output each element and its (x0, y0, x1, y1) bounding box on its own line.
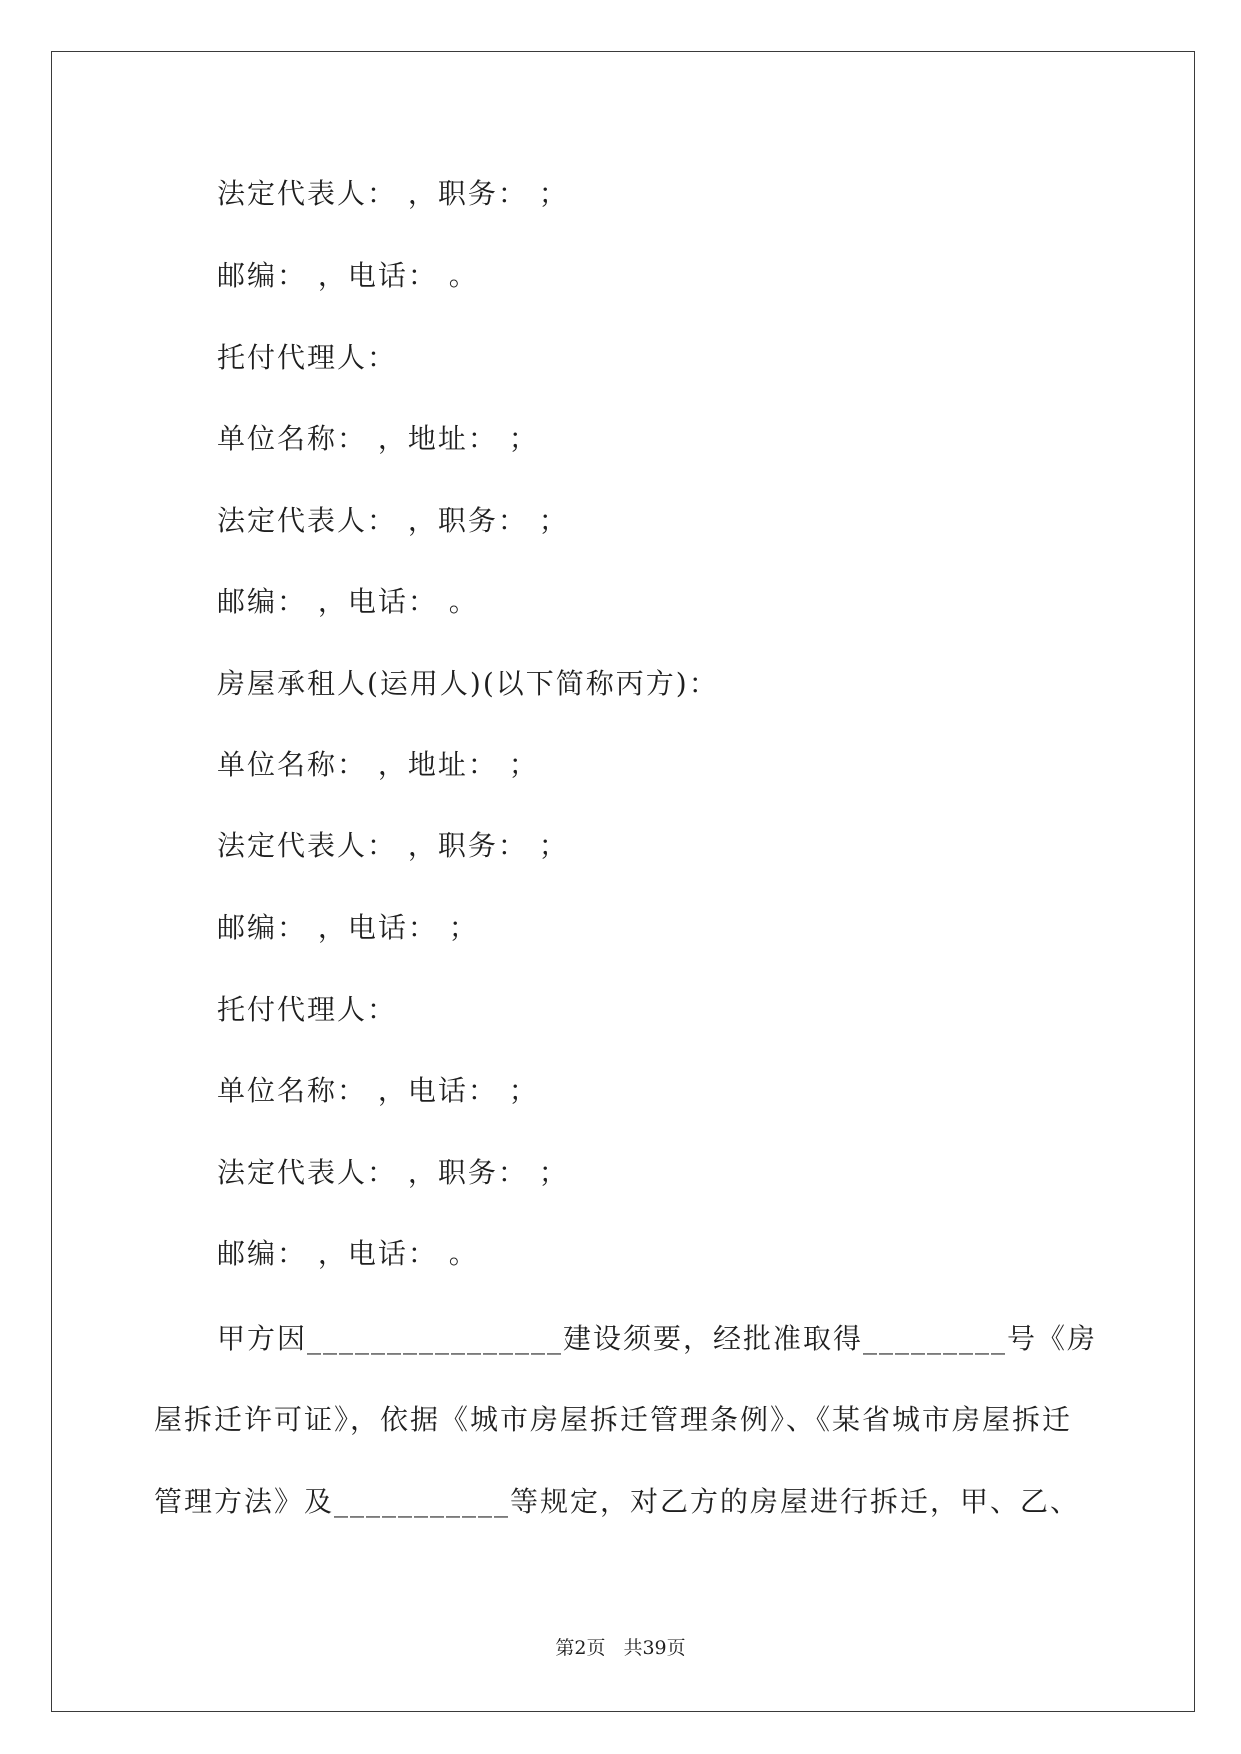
text-line: 邮编： ，电话： 。 (217, 585, 479, 618)
paragraph-line: 管理方法》及___________等规定，对乙方的房屋进行拆迁，甲、乙、 (154, 1485, 1081, 1518)
paragraph-line: 屋拆迁许可证》，依据《城市房屋拆迁管理条例》、《某省城市房屋拆迁 (154, 1403, 1073, 1436)
page-footer (0, 1634, 1241, 1662)
paragraph-line: 甲方因________________建设须要，经批准取得_________号《房 (217, 1322, 1098, 1355)
text-line: 单位名称： ，地址： ； (217, 748, 539, 781)
text-line: 单位名称： ，地址： ； (217, 422, 539, 455)
text-line: 邮编： ，电话： ； (217, 911, 479, 944)
text-line: 法定代表人： ，职务： ； (217, 504, 569, 537)
text-line: 房屋承租人(运用人)(以下简称丙方)： (217, 667, 719, 700)
page-total: 共39页 (623, 1637, 686, 1659)
text-line: 托付代理人： (217, 341, 398, 374)
text-line: 法定代表人： ，职务： ； (217, 829, 569, 862)
text-line: 邮编： ，电话： 。 (217, 259, 479, 292)
text-line: 邮编： ，电话： 。 (217, 1237, 479, 1270)
text-line: 法定代表人： ，职务： ； (217, 177, 569, 210)
page-number: 第2页 (555, 1637, 606, 1659)
page-border (51, 51, 1195, 1712)
text-line: 单位名称： ，电话： ； (217, 1074, 539, 1107)
text-line: 托付代理人： (217, 993, 398, 1026)
text-line: 法定代表人： ，职务： ； (217, 1156, 569, 1189)
